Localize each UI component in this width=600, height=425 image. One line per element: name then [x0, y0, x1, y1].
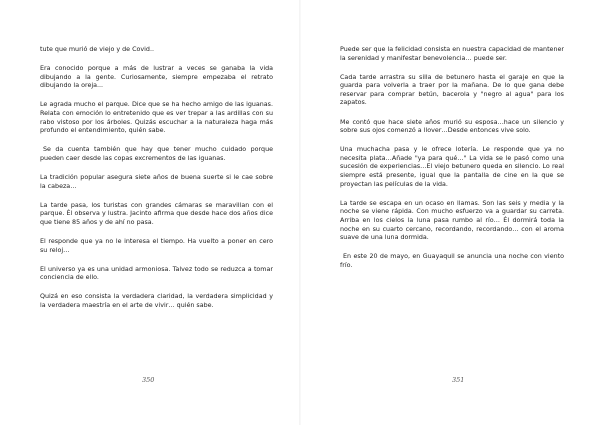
paragraph: La tarde se escapa en un ocaso en llamas. Son las seis y media y la noche se viene rápida. Con mucho esfuerzo va a guardar su carreta. Arriba en los cielos la luna pasa rumbo al río… Él dormirá toda la noche en su cuarto cercano, recordando, recordando… con el aroma suave de una luna dormida.	[340, 199, 564, 242]
paragraph: Me contó que hace siete años murió su esposa…hace un silencio y sobre sus ojos comenzó a llover…Desde entonces vive solo.	[340, 118, 564, 135]
paragraph: Cada tarde arrastra su silla de betunero hasta el garaje en que la guarda para volverla a traer por la mañana. De lo que gana debe reservar para comprar betún, bacerola y "negro al agua" para los zapatos.	[340, 73, 564, 107]
paragraph: La tarde pasa, los turistas con grandes cámaras se maravillan con el parque. Él observa y lustra. Jacinto afirma que desde hace dos años dice que tiene 85 años y de ahí no pasa.	[40, 201, 273, 226]
left-page-text	[40, 46, 273, 321]
paragraph: Le agrada mucho el parque. Dice que se ha hecho amigo de las iguanas. Relata con emoción lo entretenido que es ver trepar a las ardillas con su rabo vistoso por los árboles. Quizás escuchar a la naturaleza haga más profundo el entendimiento, quién sabe.	[40, 101, 273, 135]
right-page-text	[340, 46, 564, 281]
paragraph: El responde que ya no le interesa el tiempo. Ha vuelto a poner en cero su reloj…	[40, 237, 273, 254]
paragraph: La tradición popular asegura siete años de buena suerte si le cae sobre la cabeza…	[40, 173, 273, 190]
paragraph: Una muchacha pasa y le ofrece lotería. Le responde que ya no necesita plata…Añade "ya para qué…" La vida se le pasó como una sucesión de experiencias…El viejo betunero queda en silencio. Lo real siempre está presente, igual que la pantalla de cine en la que se proyectan las películas de la vida.	[340, 146, 564, 188]
paragraph: Se da cuenta también que hay que tener mucho cuidado porque pueden caer desde las copas excrementos de las iguanas.	[40, 146, 273, 162]
paragraph: tute que murió de viejo y de Covid..	[40, 46, 154, 53]
page-number: 350	[142, 376, 155, 384]
paragraph: Era conocido porque a más de lustrar a veces se ganaba la vida dibujando a la gente. Curiosamente, siempre empezaba el retrato dibujando la oreja...	[40, 65, 273, 90]
page-number: 351	[452, 376, 465, 384]
right-page	[300, 0, 600, 425]
paragraph: Puede ser que la felicidad consista en nuestra capacidad de mantener la serenidad y manifestar benevolencia… puede ser.	[340, 46, 564, 62]
paragraph: En este 20 de mayo, en Guayaquil se anuncia una noche con viento frío.	[340, 253, 564, 269]
paragraph: El universo ya es una unidad armoniosa. Talvez todo se reduzca a tomar conciencia de ello.	[40, 265, 273, 282]
paragraph: Quizá en eso consista la verdadera claridad, la verdadera simplicidad y la verdadera maestría en el arte de vivir… quién sabe.	[40, 293, 273, 309]
